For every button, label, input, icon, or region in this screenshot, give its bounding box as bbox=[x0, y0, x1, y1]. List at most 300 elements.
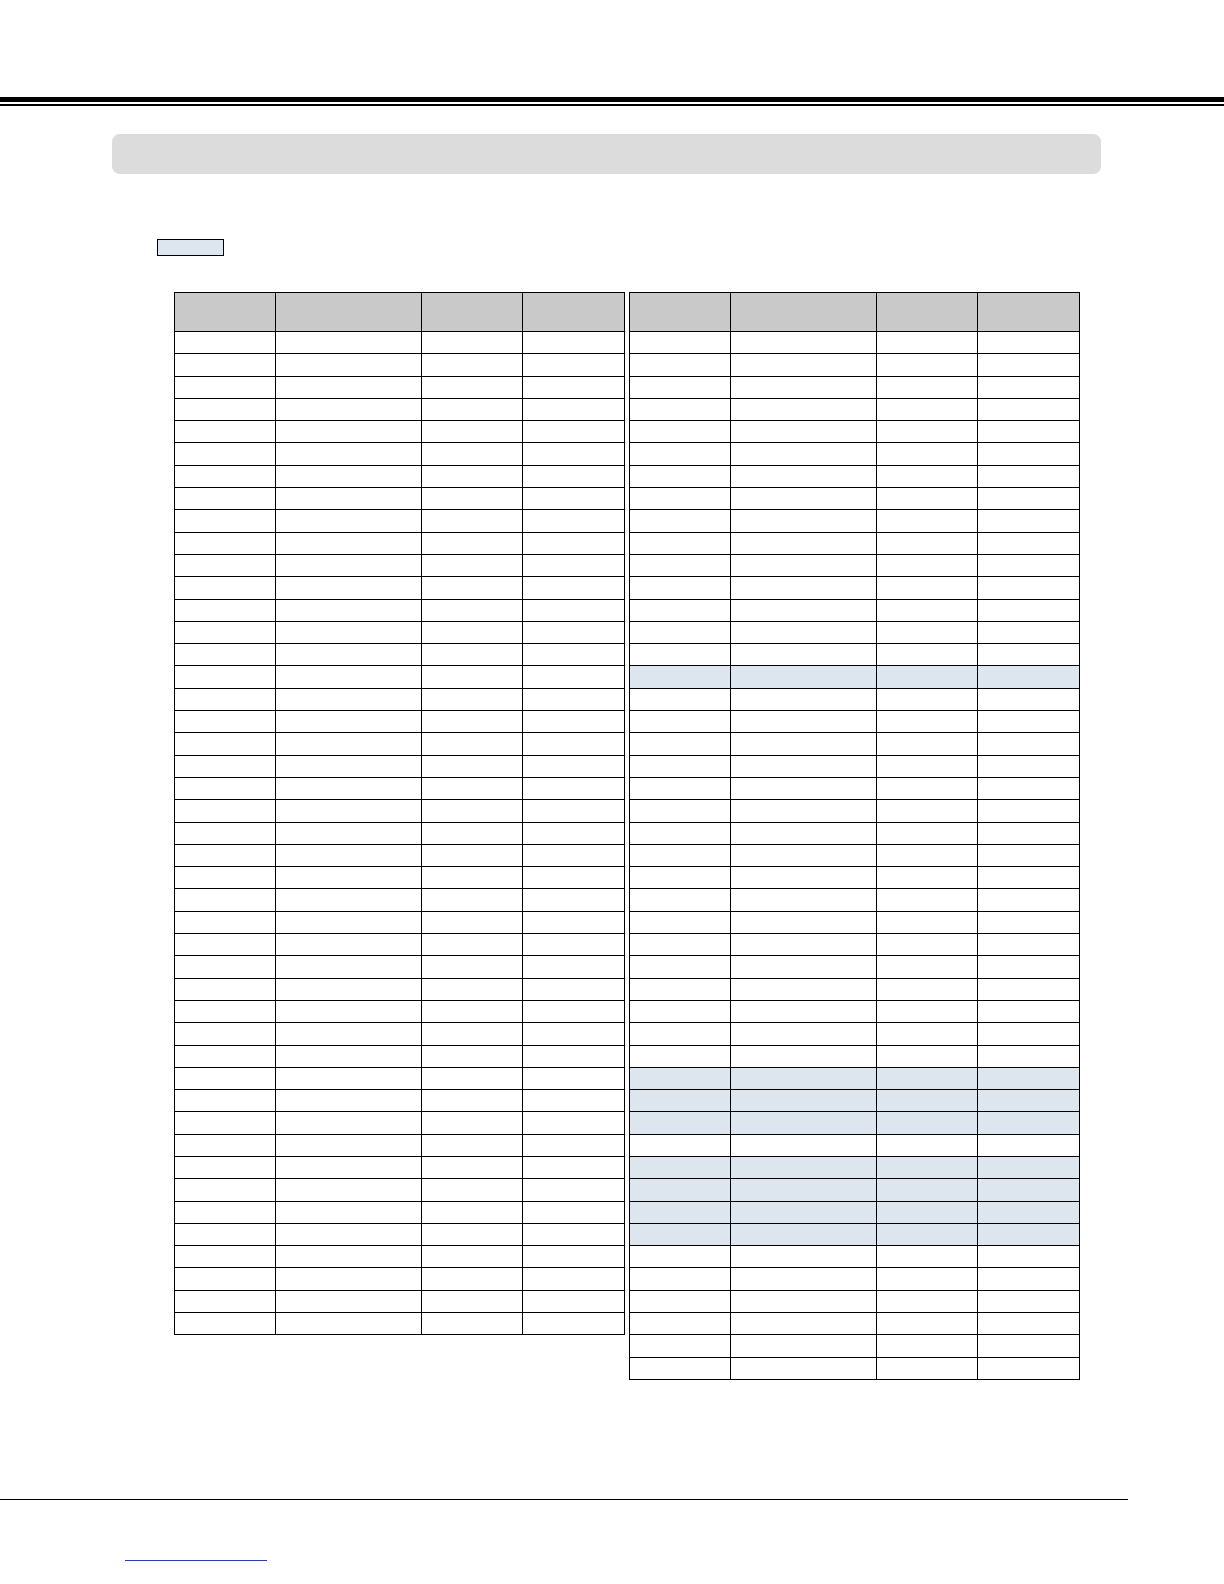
table-cell bbox=[877, 510, 978, 532]
table-cell bbox=[422, 822, 523, 844]
table-cell bbox=[175, 644, 276, 666]
table-cell bbox=[422, 332, 523, 354]
table-cell bbox=[523, 978, 625, 1000]
table-cell bbox=[731, 532, 877, 554]
table-cell bbox=[630, 978, 731, 1000]
table-cell bbox=[630, 911, 731, 933]
table-cell bbox=[523, 844, 625, 866]
table-cell bbox=[731, 755, 877, 777]
table-header-row bbox=[630, 293, 1080, 332]
table-cell bbox=[175, 688, 276, 710]
table-row bbox=[630, 822, 1080, 844]
table-row bbox=[630, 332, 1080, 354]
table-cell bbox=[630, 599, 731, 621]
column-header bbox=[422, 293, 523, 332]
table-cell bbox=[731, 398, 877, 420]
table-cell bbox=[422, 644, 523, 666]
table-cell bbox=[523, 1023, 625, 1045]
table-cell bbox=[276, 733, 422, 755]
table-cell bbox=[175, 1112, 276, 1134]
table-cell bbox=[175, 1223, 276, 1245]
table-cell bbox=[731, 711, 877, 733]
table-cell bbox=[978, 376, 1080, 398]
table-cell bbox=[523, 777, 625, 799]
table-row bbox=[175, 1313, 625, 1335]
table-cell bbox=[523, 1223, 625, 1245]
footer-link[interactable] bbox=[125, 1544, 267, 1561]
table-cell bbox=[731, 1201, 877, 1223]
table-row bbox=[630, 978, 1080, 1000]
table-row bbox=[175, 911, 625, 933]
table-cell bbox=[276, 978, 422, 1000]
table-cell bbox=[175, 956, 276, 978]
table-cell bbox=[422, 844, 523, 866]
table-cell bbox=[731, 621, 877, 643]
table-row bbox=[175, 889, 625, 911]
table-cell bbox=[276, 688, 422, 710]
table-cell bbox=[175, 1179, 276, 1201]
table-row bbox=[630, 867, 1080, 889]
table-cell bbox=[175, 733, 276, 755]
table-cell bbox=[523, 1313, 625, 1335]
table-cell bbox=[731, 510, 877, 532]
table-cell bbox=[630, 1112, 731, 1134]
table-row bbox=[175, 956, 625, 978]
table-cell bbox=[978, 398, 1080, 420]
table-cell bbox=[276, 1223, 422, 1245]
table-row bbox=[630, 532, 1080, 554]
table-cell bbox=[630, 621, 731, 643]
table-cell bbox=[877, 1179, 978, 1201]
column-header bbox=[175, 293, 276, 332]
table-cell bbox=[422, 1223, 523, 1245]
table-cell bbox=[877, 1023, 978, 1045]
table-cell bbox=[731, 1134, 877, 1156]
table-cell bbox=[978, 911, 1080, 933]
table-cell bbox=[523, 800, 625, 822]
table-cell bbox=[422, 956, 523, 978]
footer-rule bbox=[0, 1499, 1128, 1500]
table-cell bbox=[630, 554, 731, 576]
table-cell bbox=[978, 1335, 1080, 1357]
table-cell bbox=[731, 911, 877, 933]
table-cell bbox=[978, 354, 1080, 376]
table-cell bbox=[175, 554, 276, 576]
table-cell bbox=[731, 577, 877, 599]
table-row bbox=[175, 1246, 625, 1268]
table-cell bbox=[523, 1156, 625, 1178]
table-cell bbox=[630, 777, 731, 799]
table-cell bbox=[523, 532, 625, 554]
table-row bbox=[175, 332, 625, 354]
table-cell bbox=[276, 398, 422, 420]
table-cell bbox=[523, 1246, 625, 1268]
table-cell bbox=[877, 777, 978, 799]
table-cell bbox=[731, 733, 877, 755]
table-row bbox=[630, 1000, 1080, 1022]
table-cell bbox=[731, 1246, 877, 1268]
table-cell bbox=[422, 777, 523, 799]
table-row bbox=[630, 1290, 1080, 1312]
table-row bbox=[630, 554, 1080, 576]
table-row bbox=[630, 621, 1080, 643]
table-row bbox=[630, 911, 1080, 933]
table-cell bbox=[630, 488, 731, 510]
table-cell bbox=[731, 1179, 877, 1201]
table-cell bbox=[276, 510, 422, 532]
table-cell bbox=[978, 577, 1080, 599]
table-cell bbox=[276, 889, 422, 911]
table-cell bbox=[877, 644, 978, 666]
table-cell bbox=[523, 644, 625, 666]
table-cell bbox=[422, 800, 523, 822]
table-cell bbox=[422, 1201, 523, 1223]
table-row bbox=[175, 376, 625, 398]
table-cell bbox=[630, 1000, 731, 1022]
table-cell bbox=[731, 1290, 877, 1312]
table-cell bbox=[175, 822, 276, 844]
table-cell bbox=[175, 1201, 276, 1223]
table-cell bbox=[175, 376, 276, 398]
table-row bbox=[175, 711, 625, 733]
table-cell bbox=[175, 1134, 276, 1156]
table-cell bbox=[422, 1156, 523, 1178]
table-cell bbox=[630, 1179, 731, 1201]
table-row bbox=[175, 1090, 625, 1112]
table-cell bbox=[877, 688, 978, 710]
table-cell bbox=[175, 934, 276, 956]
table-cell bbox=[877, 621, 978, 643]
table-cell bbox=[523, 666, 625, 688]
table-cell bbox=[175, 867, 276, 889]
table-cell bbox=[276, 376, 422, 398]
table-row bbox=[175, 1223, 625, 1245]
table-cell bbox=[523, 956, 625, 978]
table-row bbox=[175, 554, 625, 576]
table-cell bbox=[978, 1067, 1080, 1089]
table-cell bbox=[630, 755, 731, 777]
table-cell bbox=[630, 1268, 731, 1290]
table-cell bbox=[422, 1000, 523, 1022]
table-cell bbox=[731, 1090, 877, 1112]
table-cell bbox=[877, 889, 978, 911]
table-cell bbox=[175, 800, 276, 822]
table-cell bbox=[422, 421, 523, 443]
table-cell bbox=[175, 777, 276, 799]
table-cell bbox=[877, 532, 978, 554]
table-row bbox=[175, 1112, 625, 1134]
table-cell bbox=[877, 911, 978, 933]
table-cell bbox=[877, 465, 978, 487]
table-row bbox=[630, 376, 1080, 398]
table-cell bbox=[276, 911, 422, 933]
table-cell bbox=[877, 844, 978, 866]
table-cell bbox=[175, 1313, 276, 1335]
table-cell bbox=[978, 465, 1080, 487]
table-row bbox=[630, 354, 1080, 376]
table-cell bbox=[630, 1335, 731, 1357]
column-header bbox=[276, 293, 422, 332]
table-row bbox=[630, 777, 1080, 799]
table-cell bbox=[175, 532, 276, 554]
table-cell bbox=[731, 1112, 877, 1134]
table-cell bbox=[422, 599, 523, 621]
table-cell bbox=[630, 1290, 731, 1312]
table-cell bbox=[523, 1268, 625, 1290]
table-row bbox=[630, 510, 1080, 532]
table-row bbox=[175, 421, 625, 443]
table-row bbox=[175, 1134, 625, 1156]
table-cell bbox=[523, 621, 625, 643]
table-cell bbox=[276, 1268, 422, 1290]
table-cell bbox=[978, 755, 1080, 777]
table-cell bbox=[978, 1268, 1080, 1290]
table-cell bbox=[422, 1246, 523, 1268]
table-cell bbox=[978, 978, 1080, 1000]
table-row bbox=[630, 755, 1080, 777]
table-cell bbox=[877, 1156, 978, 1178]
table-row bbox=[175, 1268, 625, 1290]
table-row bbox=[630, 934, 1080, 956]
table-cell bbox=[978, 554, 1080, 576]
table-row bbox=[175, 644, 625, 666]
table-cell bbox=[877, 822, 978, 844]
table-cell bbox=[175, 978, 276, 1000]
table-cell bbox=[731, 844, 877, 866]
table-row bbox=[175, 934, 625, 956]
table-row bbox=[175, 398, 625, 420]
table-cell bbox=[422, 1112, 523, 1134]
table-cell bbox=[422, 1134, 523, 1156]
table-row bbox=[630, 733, 1080, 755]
table-cell bbox=[731, 934, 877, 956]
table-cell bbox=[422, 465, 523, 487]
table-cell bbox=[731, 1023, 877, 1045]
table-cell bbox=[523, 577, 625, 599]
table-cell bbox=[175, 1156, 276, 1178]
table-cell bbox=[978, 1201, 1080, 1223]
table-cell bbox=[731, 978, 877, 1000]
table-cell bbox=[276, 1112, 422, 1134]
table-cell bbox=[422, 1045, 523, 1067]
table-row bbox=[630, 1112, 1080, 1134]
table-cell bbox=[276, 1090, 422, 1112]
table-cell bbox=[175, 711, 276, 733]
table-cell bbox=[630, 1223, 731, 1245]
table-row bbox=[175, 465, 625, 487]
table-cell bbox=[630, 1201, 731, 1223]
table-row bbox=[175, 822, 625, 844]
table-cell bbox=[630, 421, 731, 443]
table-cell bbox=[175, 443, 276, 465]
table-cell bbox=[630, 844, 731, 866]
table-cell bbox=[276, 800, 422, 822]
table-cell bbox=[731, 488, 877, 510]
table-cell bbox=[978, 510, 1080, 532]
table-cell bbox=[422, 934, 523, 956]
table-cell bbox=[978, 800, 1080, 822]
table-cell bbox=[276, 755, 422, 777]
table-cell bbox=[276, 421, 422, 443]
table-cell bbox=[978, 599, 1080, 621]
table-cell bbox=[877, 554, 978, 576]
table-cell bbox=[523, 1179, 625, 1201]
table-cell bbox=[523, 688, 625, 710]
table-cell bbox=[630, 1090, 731, 1112]
table-row bbox=[630, 1201, 1080, 1223]
table-row bbox=[630, 688, 1080, 710]
table-cell bbox=[422, 554, 523, 576]
table-cell bbox=[877, 1067, 978, 1089]
table-cell bbox=[276, 443, 422, 465]
table-cell bbox=[523, 398, 625, 420]
table-cell bbox=[978, 1045, 1080, 1067]
table-cell bbox=[523, 332, 625, 354]
table-cell bbox=[175, 488, 276, 510]
table-cell bbox=[877, 376, 978, 398]
table-row bbox=[175, 1156, 625, 1178]
table-cell bbox=[422, 376, 523, 398]
legend-highlight-swatch bbox=[157, 239, 224, 256]
table-cell bbox=[630, 398, 731, 420]
table-cell bbox=[422, 755, 523, 777]
table-cell bbox=[175, 911, 276, 933]
table-cell bbox=[978, 844, 1080, 866]
table-cell bbox=[175, 1090, 276, 1112]
table-cell bbox=[877, 1313, 978, 1335]
table-cell bbox=[175, 621, 276, 643]
table-cell bbox=[523, 822, 625, 844]
table-row bbox=[630, 1156, 1080, 1178]
table-cell bbox=[276, 711, 422, 733]
table-cell bbox=[731, 688, 877, 710]
table-cell bbox=[422, 1090, 523, 1112]
table-cell bbox=[877, 332, 978, 354]
table-row bbox=[175, 621, 625, 643]
table-cell bbox=[523, 867, 625, 889]
table-cell bbox=[175, 332, 276, 354]
table-header-row bbox=[175, 293, 625, 332]
table-cell bbox=[978, 1090, 1080, 1112]
table-cell bbox=[877, 711, 978, 733]
table-cell bbox=[630, 510, 731, 532]
table-cell bbox=[630, 644, 731, 666]
table-cell bbox=[731, 354, 877, 376]
table-row bbox=[630, 956, 1080, 978]
table-cell bbox=[523, 934, 625, 956]
table-cell bbox=[978, 733, 1080, 755]
table-cell bbox=[877, 1357, 978, 1379]
table-row bbox=[630, 1045, 1080, 1067]
table-cell bbox=[523, 510, 625, 532]
table-cell bbox=[978, 644, 1080, 666]
table-cell bbox=[276, 1313, 422, 1335]
table-cell bbox=[422, 711, 523, 733]
table-cell bbox=[523, 354, 625, 376]
table-row bbox=[175, 577, 625, 599]
table-row bbox=[630, 398, 1080, 420]
table-cell bbox=[422, 532, 523, 554]
table-cell bbox=[175, 1246, 276, 1268]
table-cell bbox=[276, 532, 422, 554]
table-cell bbox=[630, 465, 731, 487]
table-cell bbox=[523, 1000, 625, 1022]
table-cell bbox=[978, 867, 1080, 889]
table-cell bbox=[877, 1090, 978, 1112]
table-cell bbox=[276, 844, 422, 866]
table-cell bbox=[422, 1023, 523, 1045]
table-cell bbox=[877, 599, 978, 621]
table-row bbox=[630, 1246, 1080, 1268]
table-row bbox=[630, 666, 1080, 688]
table-cell bbox=[731, 332, 877, 354]
table-cell bbox=[978, 1023, 1080, 1045]
table-cell bbox=[978, 1313, 1080, 1335]
column-header bbox=[731, 293, 877, 332]
table-cell bbox=[422, 666, 523, 688]
table-cell bbox=[630, 800, 731, 822]
table-cell bbox=[276, 577, 422, 599]
table-row bbox=[175, 666, 625, 688]
table-cell bbox=[175, 1000, 276, 1022]
table-cell bbox=[877, 488, 978, 510]
table-cell bbox=[175, 577, 276, 599]
table-cell bbox=[523, 599, 625, 621]
table-cell bbox=[175, 465, 276, 487]
table-cell bbox=[630, 354, 731, 376]
table-cell bbox=[523, 376, 625, 398]
table-cell bbox=[276, 1000, 422, 1022]
table-cell bbox=[978, 421, 1080, 443]
table-cell bbox=[175, 1067, 276, 1089]
table-cell bbox=[978, 1223, 1080, 1245]
table-cell bbox=[978, 711, 1080, 733]
table-cell bbox=[523, 1134, 625, 1156]
table-row bbox=[175, 1023, 625, 1045]
table-cell bbox=[523, 711, 625, 733]
table-row bbox=[175, 688, 625, 710]
table-cell bbox=[175, 666, 276, 688]
table-cell bbox=[630, 956, 731, 978]
table-cell bbox=[978, 332, 1080, 354]
table-cell bbox=[731, 956, 877, 978]
table-cell bbox=[731, 822, 877, 844]
table-cell bbox=[978, 1357, 1080, 1379]
table-cell bbox=[877, 733, 978, 755]
table-cell bbox=[978, 822, 1080, 844]
table-cell bbox=[731, 1000, 877, 1022]
table-cell bbox=[523, 1090, 625, 1112]
table-cell bbox=[175, 1023, 276, 1045]
table-cell bbox=[523, 465, 625, 487]
table-cell bbox=[422, 510, 523, 532]
table-row bbox=[175, 867, 625, 889]
table-row bbox=[175, 1067, 625, 1089]
table-cell bbox=[523, 1290, 625, 1312]
table-row bbox=[630, 577, 1080, 599]
table-cell bbox=[731, 777, 877, 799]
table-row bbox=[175, 978, 625, 1000]
table-cell bbox=[422, 1268, 523, 1290]
column-header bbox=[877, 293, 978, 332]
table-cell bbox=[630, 1023, 731, 1045]
table-row bbox=[630, 889, 1080, 911]
table-cell bbox=[978, 1134, 1080, 1156]
table-cell bbox=[630, 1045, 731, 1067]
table-cell bbox=[630, 934, 731, 956]
table-cell bbox=[175, 1268, 276, 1290]
table-cell bbox=[175, 1290, 276, 1312]
